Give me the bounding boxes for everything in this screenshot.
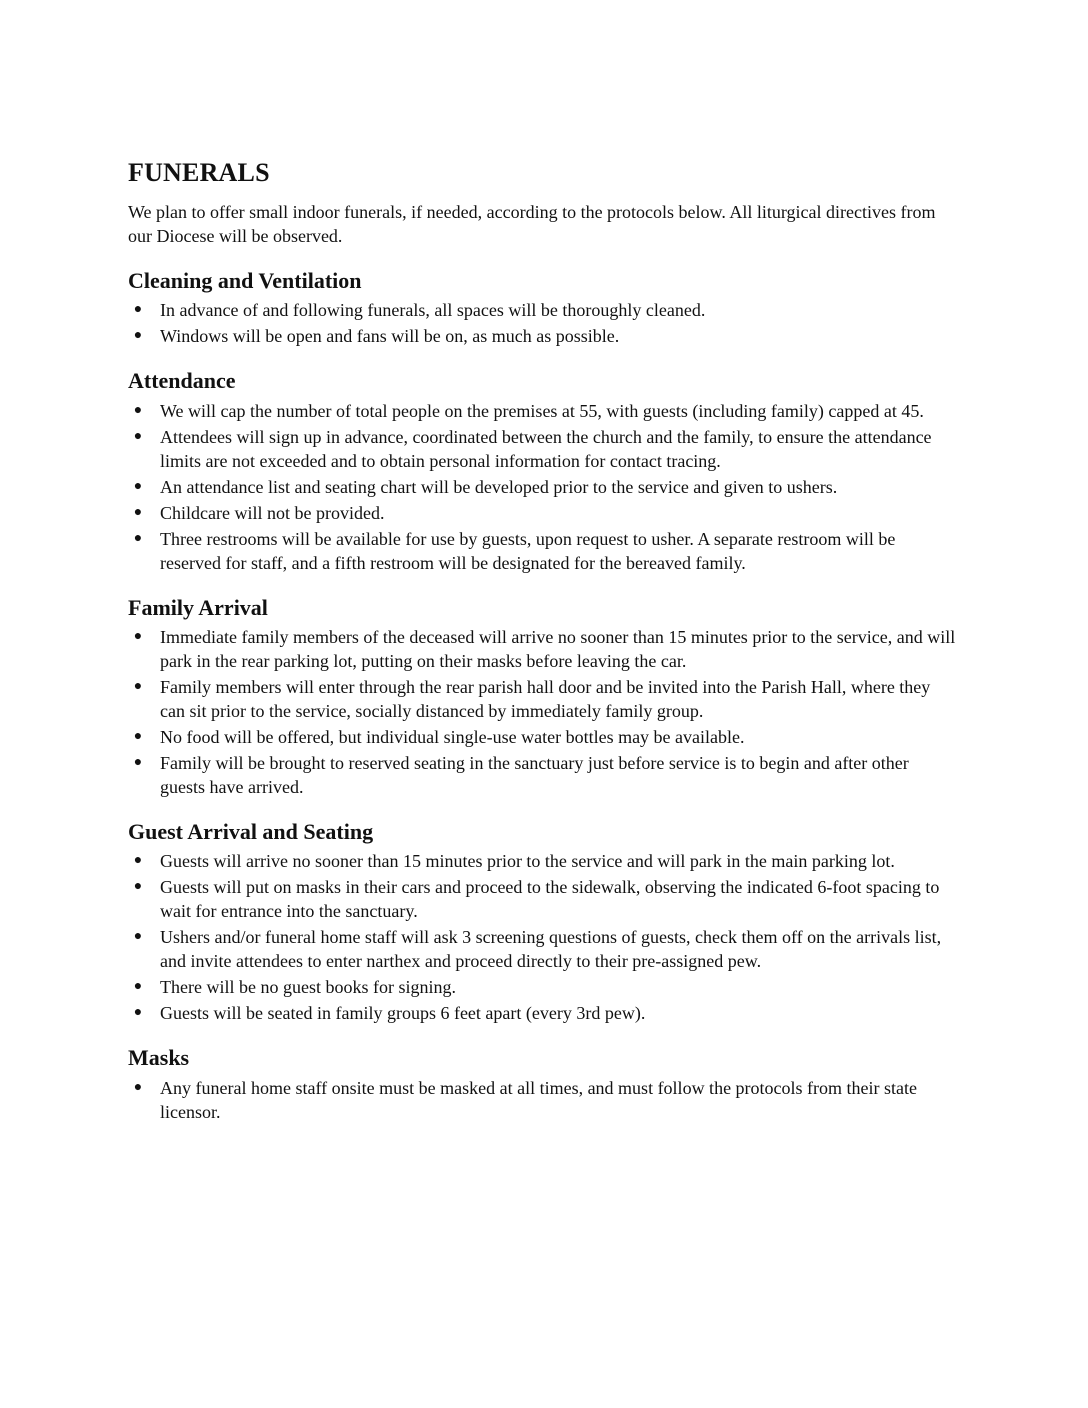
section-heading: Attendance (128, 368, 236, 394)
list-item (128, 1001, 958, 1025)
bullet-icon: ● (133, 629, 143, 645)
list-item-text: Family will be brought to reserved seating in the sanctuary just before service is to begin and after other guests have arrived. (160, 753, 909, 798)
bullet-icon: ● (133, 530, 143, 546)
list-item-text: Childcare will not be provided. (160, 502, 385, 523)
bullet-icon: ● (133, 679, 143, 695)
list-item-text: An attendance list and seating chart will be developed prior to the service and given to ushers. (160, 476, 838, 497)
section-attendance (128, 368, 958, 574)
intro-paragraph: We plan to offer small indoor funerals, if needed, according to the protocols below. All liturgical directives from our Diocese will be observed. (128, 201, 936, 246)
bullet-list (128, 625, 958, 799)
list-item (128, 475, 958, 499)
list-item (128, 849, 958, 873)
section-heading: Cleaning and Ventilation (128, 267, 362, 293)
list-item (128, 527, 958, 575)
list-item (128, 399, 958, 423)
bullet-icon: ● (133, 504, 143, 520)
section-guest-arrival-seating (128, 819, 958, 1025)
list-item-text: We will cap the number of total people on the premises at 55, with guests (including family) capped at 45. (160, 400, 924, 421)
section-masks (128, 1045, 958, 1123)
list-item-text: Immediate family members of the deceased will arrive no sooner than 15 minutes prior to the service, and will park in the rear parking lot, putting on their masks before leaving the car. (160, 627, 956, 672)
bullet-list (128, 399, 958, 575)
section-heading: Masks (128, 1045, 190, 1071)
bullet-icon: ● (133, 755, 143, 771)
bullet-list (128, 849, 958, 1025)
list-item (128, 675, 958, 723)
list-item (128, 875, 958, 923)
list-item (128, 975, 958, 999)
section-cleaning-ventilation (128, 268, 958, 348)
list-item-text: In advance of and following funerals, all spaces will be thoroughly cleaned. (160, 300, 706, 321)
bullet-icon: ● (133, 879, 143, 895)
list-item-text: Family members will enter through the rear parish hall door and be invited into the Parish Hall, where they can sit prior to the service, socially distanced by immediately family group. (160, 677, 931, 722)
bullet-list (128, 298, 958, 348)
bullet-icon: ● (133, 979, 143, 995)
list-item (128, 501, 958, 525)
list-item (128, 1076, 958, 1124)
section-family-arrival (128, 595, 958, 799)
bullet-icon: ● (133, 402, 143, 418)
list-item-text: No food will be offered, but individual single-use water bottles may be available. (160, 727, 745, 748)
list-item-text: Three restrooms will be available for use by guests, upon request to usher. A separate restroom will be reserved for staff, and a fifth restroom will be designated for the bereaved family. (160, 528, 896, 573)
list-item-text: Ushers and/or funeral home staff will ask 3 screening questions of guests, check them off on the arrivals list, and invite attendees to enter narthex and proceed directly to their pre-assigned pew. (160, 927, 942, 972)
bullet-icon: ● (133, 1005, 143, 1021)
bullet-list (128, 1076, 958, 1124)
list-item-text: Windows will be open and fans will be on, as much as possible. (160, 326, 620, 347)
section-heading: Guest Arrival and Seating (128, 819, 374, 845)
list-item (128, 425, 958, 473)
list-item-text: Guests will be seated in family groups 6 feet apart (every 3rd pew). (160, 1003, 646, 1024)
list-item (128, 324, 958, 348)
list-item-text: Guests will put on masks in their cars and proceed to the sidewalk, observing the indicated 6-foot spacing to wait for entrance into the sanctuary. (160, 877, 940, 922)
list-item (128, 725, 958, 749)
list-item (128, 625, 958, 673)
bullet-icon: ● (133, 302, 143, 318)
bullet-icon: ● (133, 929, 143, 945)
list-item-text: Attendees will sign up in advance, coordinated between the church and the family, to ensure the attendance limits are not exceeded and to obtain personal information for contact tracing. (160, 426, 932, 471)
document-page (128, 158, 958, 1144)
bullet-icon: ● (133, 729, 143, 745)
bullet-icon: ● (133, 428, 143, 444)
list-item (128, 751, 958, 799)
bullet-icon: ● (133, 853, 143, 869)
list-item-text: Any funeral home staff onsite must be masked at all times, and must follow the protocols from their state licensor. (160, 1077, 918, 1122)
bullet-icon: ● (133, 478, 143, 494)
list-item-text: Guests will arrive no sooner than 15 minutes prior to the service and will park in the main parking lot. (160, 851, 895, 872)
list-item (128, 298, 958, 322)
bullet-icon: ● (133, 328, 143, 344)
list-item-text: There will be no guest books for signing. (160, 977, 456, 998)
bullet-icon: ● (133, 1079, 143, 1095)
list-item (128, 925, 958, 973)
section-heading: Family Arrival (128, 594, 268, 620)
page-title: FUNERALS (128, 158, 270, 187)
